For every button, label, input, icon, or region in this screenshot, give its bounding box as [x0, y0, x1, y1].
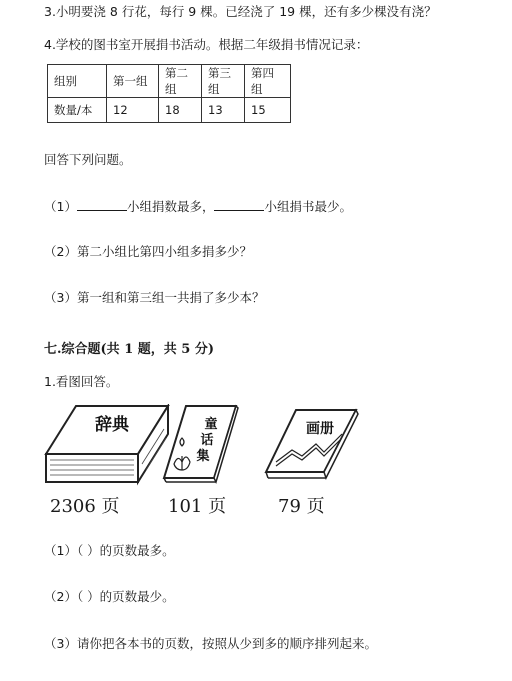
table-row [48, 98, 291, 123]
table-cell: 13 [202, 98, 245, 123]
table-header-row [48, 65, 291, 98]
answer-blank[interactable] [77, 198, 127, 211]
book-question-1: （1）（ ）的页数最多。 [44, 543, 175, 558]
table-cell: 第四组 [245, 65, 291, 98]
dictionary-pages: 2306 页 [50, 496, 120, 517]
question-4-text: 4.学校的图书室开展捐书活动。根据二年级捐书情况记录： [44, 37, 369, 52]
fairy-tale-pages: 101 页 [168, 496, 227, 517]
table-cell: 组别 [48, 65, 107, 98]
table-cell: 第一组 [107, 65, 159, 98]
table-cell: 12 [107, 98, 159, 123]
sub-question-2: （2）第二小组比第四小组多捐多少？ [44, 244, 252, 259]
answer-prompt: 回答下列问题。 [44, 152, 132, 167]
table-cell: 第二组 [159, 65, 202, 98]
table-cell: 数量/本 [48, 98, 107, 123]
section-7-title: 七.综合题(共 1 题，共 5 分) [44, 342, 215, 357]
book-title-char: 话 [200, 433, 214, 448]
question-3-text: 3.小明要浇 8 行花，每行 9 棵。已经浇了 19 棵，还有多少棵没有浇？ [44, 4, 437, 19]
sub-question-1-mid: 小组捐数最多， [126, 199, 215, 214]
book-title-picture-album: 画册 [306, 421, 334, 437]
sub-question-1 [44, 197, 352, 215]
answer-blank[interactable] [214, 198, 264, 211]
book-question-3: （3）请你把各本书的页数，按照从少到多的顺序排列起来。 [44, 636, 377, 651]
book-question-2: （2）（ ）的页数最少。 [44, 589, 175, 604]
sub-question-3: （3）第一组和第三组一共捐了多少本？ [44, 290, 265, 305]
table-cell: 第三组 [202, 65, 245, 98]
picture-album-pages: 79 页 [278, 496, 325, 517]
sub-question-1-prefix: （1） [44, 199, 77, 214]
book-title-char: 童 [204, 417, 218, 432]
book-title-char: 集 [196, 449, 210, 464]
fairy-tale-book-icon [160, 404, 240, 488]
dictionary-book-icon [42, 404, 172, 488]
question-1-text: 1.看图回答。 [44, 374, 119, 389]
table-cell: 15 [245, 98, 291, 123]
sub-question-1-suffix: 小组捐书最少。 [264, 199, 352, 214]
picture-album-book-icon [262, 406, 362, 486]
table-cell: 18 [159, 98, 202, 123]
book-title-dictionary: 辞典 [95, 415, 129, 435]
donation-table [47, 64, 291, 123]
